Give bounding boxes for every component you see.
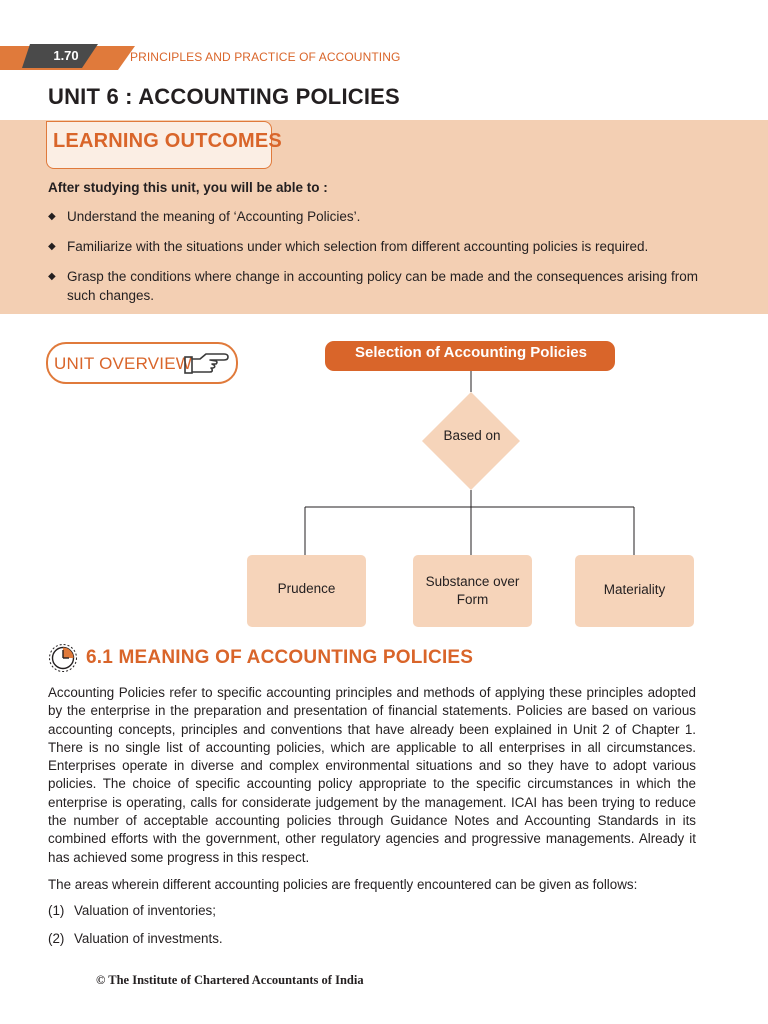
diamond-bullet-icon: ◆ (48, 271, 56, 282)
flow-box-label: Substance over Form (425, 574, 520, 607)
flow-box-label: Prudence (277, 581, 336, 596)
clock-icon (48, 643, 78, 678)
section-title: 6.1 MEANING OF ACCOUNTING POLICIES (86, 647, 474, 668)
list-item: ◆ Understand the meaning of ‘Accounting Policies’. (48, 209, 361, 224)
numbered-list-item: (2) Valuation of investments. (48, 931, 223, 946)
diamond-bullet-icon: ◆ (48, 241, 56, 252)
running-head: PRINCIPLES AND PRACTICE OF ACCOUNTING (130, 50, 401, 64)
list-item: ◆ Familiarize with the situations under which selection from different accounting policies is required. (48, 239, 649, 254)
learning-outcomes-intro: After studying this unit, you will be able to : (48, 180, 328, 195)
numbered-list-item: (1) Valuation of inventories; (48, 903, 216, 918)
list-item: ◆ Grasp the conditions where change in accounting policy can be made and the consequences arising from such changes. (48, 269, 698, 303)
diamond-bullet-icon: ◆ (48, 211, 56, 222)
unit-overview-label: UNIT OVERVIEW (54, 354, 192, 373)
unit-title: UNIT 6 : ACCOUNTING POLICIES (48, 84, 400, 109)
flow-top-label: Selection of Accounting Policies (355, 344, 587, 361)
body-paragraph: The areas wherein different accounting policies are frequently encountered can be given as follows: (48, 877, 638, 892)
page-number: 1.70 (53, 48, 79, 63)
flow-box-label: Materiality (603, 582, 666, 597)
body-paragraph: Accounting Policies refer to specific accounting principles and methods of applying these principles adopted by the enterprise in the preparation and presentation of financial statements. Policies are based on various accounting concepts, principles and conventions that have already been explained in Unit 2 of Chapter 1. There is no single list of accounting policies, which are applicable to all enterprises in all circumstances. Enterprises operate in diverse and complex environmental situations and so they have to adopt various policies. The choice of specific accounting policy appropriate to the specific circumstances in which the enterprise is operating, calls for considerate judgement by the management. ICAI has been trying to reduce the number of acceptable accounting policies through Guidance Notes and Accounting Standards in its combined efforts with the government, other regulatory agencies and progressive managements. Already it has achieved some progress in this respect. (48, 685, 696, 865)
footer-copyright: © The Institute of Chartered Accountants of India (96, 973, 364, 987)
learning-outcomes-title: LEARNING OUTCOMES (53, 130, 282, 152)
flow-decision-label: Based on (443, 428, 501, 443)
